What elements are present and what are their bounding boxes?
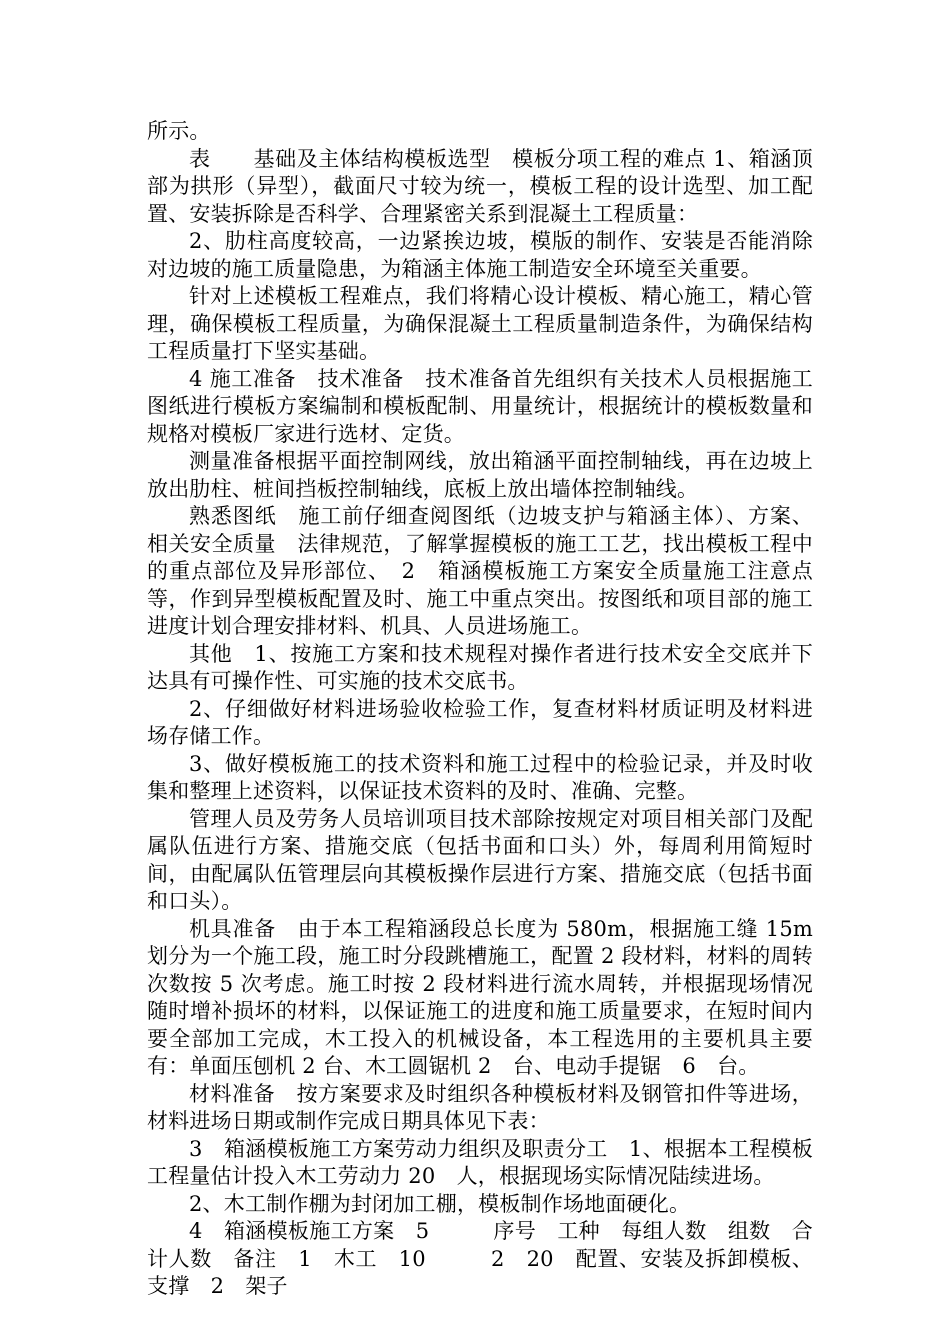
- paragraph: 2、木工制作棚为封闭加工棚，模板制作场地面硬化。: [189, 1191, 691, 1216]
- paragraph: 4 箱涵模板施工方案 5 序号 工种 每组人数 组数 合计人数 备注 1 木工 10 2 20 配置、安装及拆卸模板、支撑 2 架子: [147, 1219, 813, 1298]
- document-body: [147, 118, 813, 1301]
- paragraph: 3 箱涵模板施工方案劳动力组织及职责分工 1、根据本工程模板工程量估计投入木工劳动力 20 人，根据现场实际情况陆续进场。: [147, 1136, 813, 1188]
- paragraph: 3、做好模板施工的技术资料和施工过程中的检验记录，并及时收集和整理上述资料，以保证技术资料的及时、准确、完整。: [147, 751, 813, 803]
- paragraph: 机具准备 由于本工程箱涵段总长度为 580m，根据施工缝 15m 划分为一个施工段，施工时分段跳槽施工，配置 2 段材料，材料的周转次数按 5 次考虑。施工时按 2 段材料进行流水周转，并根据现场情况随时增补损坏的材料，以保证施工的进度和施工质量要求，在短时间内要全部加工完成，木工投入的机械设备，本工程选用的主要机具主要有：单面压刨机 2 台、木工圆锯机 2 台、电动手提锯 6 台。: [147, 916, 813, 1078]
- paragraph: 管理人员及劳务人员培训项目技术部除按规定对项目相关部门及配属队伍进行方案、措施交底（包括书面和口头）外，每周利用简短时间，由配属队伍管理层向其模板操作层进行方案、措施交底（包括书面和口头）。: [147, 806, 813, 913]
- paragraph: 其他 1、按施工方案和技术规程对操作者进行技术安全交底并下达具有可操作性、可实施的技术交底书。: [147, 641, 813, 693]
- paragraph: 表 基础及主体结构模板选型 模板分项工程的难点 1、箱涵顶部为拱形（异型），截面尺寸较为统一，模板工程的设计选型、加工配置、安装拆除是否科学、合理紧密关系到混凝土工程质量：: [147, 146, 813, 226]
- paragraph: 所示。: [147, 119, 211, 143]
- paragraph: 2、仔细做好材料进场验收检验工作，复查材料材质证明及材料进场存储工作。: [147, 696, 813, 748]
- paragraph: 测量准备根据平面控制网线，放出箱涵平面控制轴线，再在边坡上放出肋柱、桩间挡板控制轴线，底板上放出墙体控制轴线。: [147, 449, 813, 501]
- paragraph: 4 施工准备 技术准备 技术准备首先组织有关技术人员根据施工图纸进行模板方案编制和模板配制、用量统计，根据统计的模板数量和规格对模板厂家进行选材、定货。: [147, 366, 813, 446]
- paragraph: 2、肋柱高度较高，一边紧挨边坡，模版的制作、安装是否能消除对边坡的施工质量隐患，为箱涵主体施工制造安全环境至关重要。: [147, 229, 813, 281]
- paragraph: 针对上述模板工程难点，我们将精心设计模板、精心施工，精心管理，确保模板工程质量，为确保混凝土工程质量制造条件，为确保结构工程质量打下坚实基础。: [147, 284, 813, 363]
- paragraph: 熟悉图纸 施工前仔细查阅图纸（边坡支护与箱涵主体）、方案、相关安全质量 法律规范，了解掌握模板的施工工艺，找出模板工程中的重点部位及异形部位、 2 箱涵模板施工方案安全质量施工注意点等，作到异型模板配置及时、施工中重点突出。按图纸和项目部的施工进度计划合理安排材料、机具、人员进场施工。: [147, 504, 813, 638]
- paragraph: 材料准备 按方案要求及时组织各种模板材料及钢管扣件等进场，材料进场日期或制作完成日期具体见下表：: [147, 1081, 813, 1133]
